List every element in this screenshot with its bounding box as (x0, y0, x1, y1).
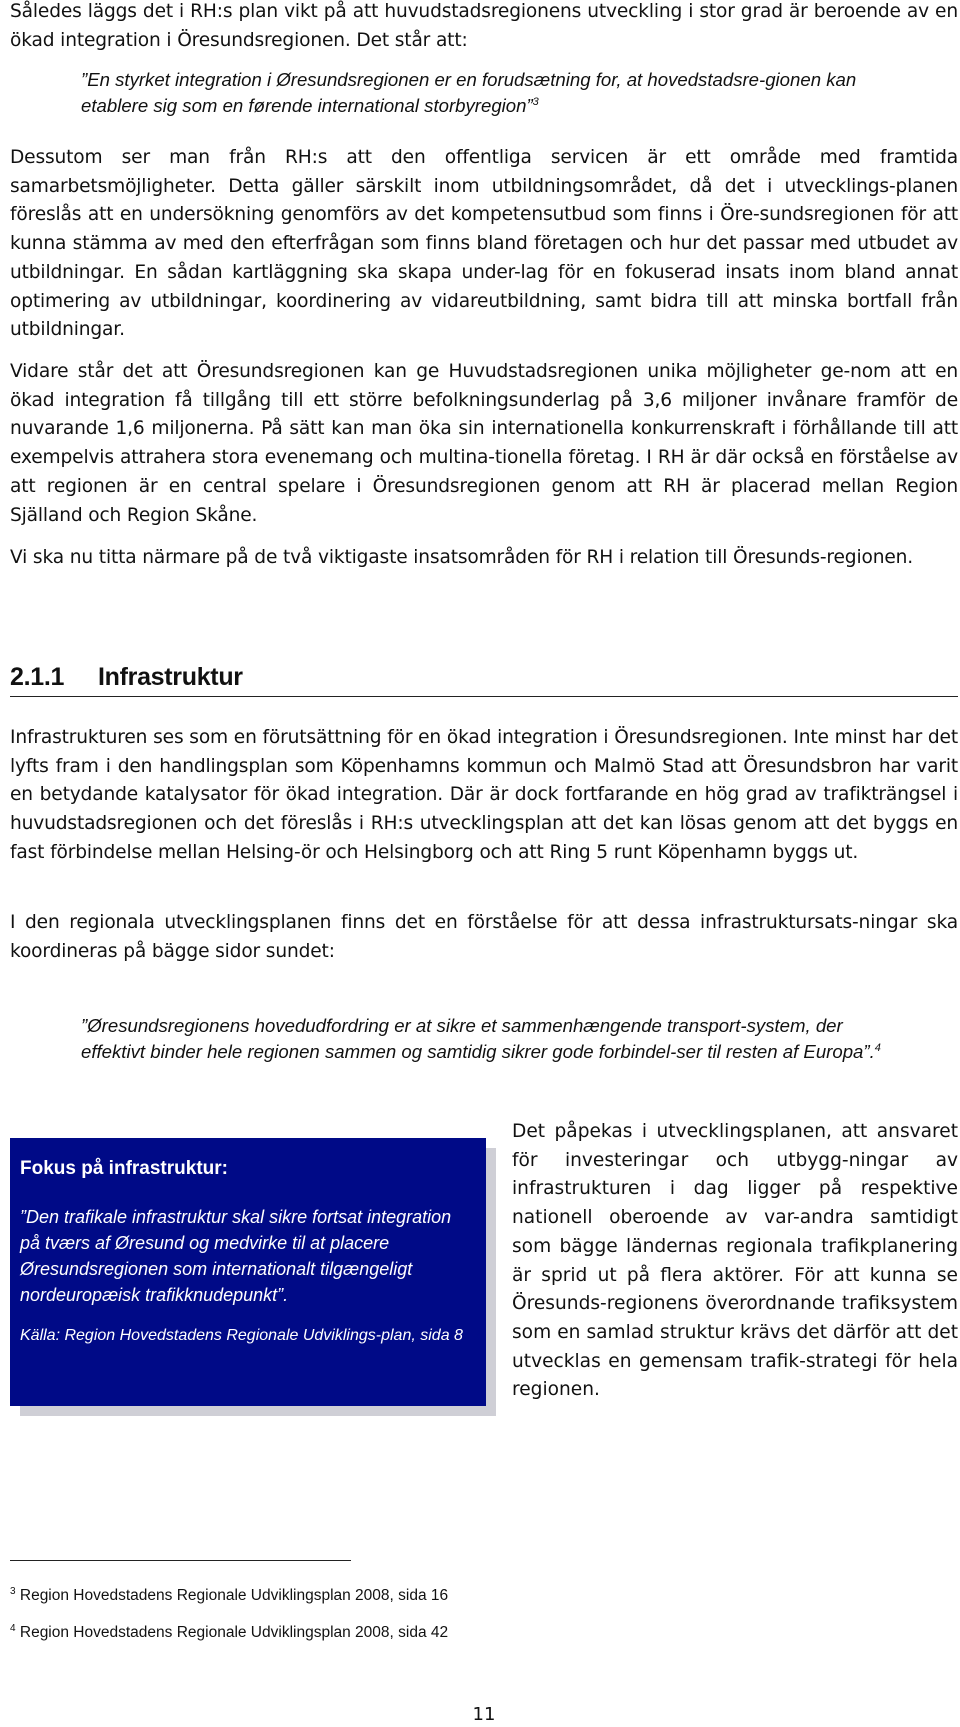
paragraph-coordination: I den regionala utvecklingsplanen finns det en förståelse för att dessa infrastruktursats-ningar ska koordineras på bägge sidor sundet: (10, 912, 958, 962)
footnote-3-text: Region Hovedstadens Regionale Udviklingsplan 2008, sida 16 (19, 1587, 449, 1605)
paragraph-population: Vidare står det att Öresundsregionen kan ge Huvudstadsregionen unika möjligheter ge-nom att en ökad integration få tillgång till ett större befolkningsunderlag på 3,6 miljoner invånare framför de nuvarande 1,6 miljonerna. På sätt kan man öka sin internationella konkurrenskraft i förhållande till att exempelvis attrahera stora evenemang och multina-tionella företag. I RH är där också en förståelse av att regionen är en central spelare i Öresundsregionen genom att RH är placerad mellan Region Själland och Region Skåne. (10, 361, 958, 526)
fact-box-quote: ”Den trafikale infrastruktur skal sikre fortsat integration på tværs af Øresund og medvirke til at placere Øresundsregionen som internationalt tilgængeligt nordeuropæisk trafikknudepunkt”. (20, 1207, 452, 1305)
footnote-4-text: Region Hovedstadens Regionale Udviklingsplan 2008, sida 42 (19, 1624, 449, 1642)
section-number: 2.1.1 (10, 663, 65, 691)
paragraph-infrastructure: Infrastrukturen ses som en förutsättning för en ökad integration i Öresundsregionen. Inte minst har det lyfts fram i den handlingsplan som Köpenhamns kommun och Malmö Stad att Öresundsbron har varit en betydande katalysator för ökad integration. Där är dock fortfarande en hög grad av trafikträngsel i huvudstadsregionen och det föreslås i RH:s utvecklingsplan att det kan lösas genom att det byggs en fast förbindelse mellan Helsing-ör och Helsingborg och att Ring 5 runt Köpenhamn byggs ut. (10, 727, 958, 863)
block-quote-1-text: ”En styrket integration i Øresundsregionen er en forudsætning for, at hovedstadsre-gionen kan etablere sig som en førende international storbyregion” (81, 69, 857, 116)
intro-paragraph: Således läggs det i RH:s plan vikt på att huvudstadsregionens utveckling i stor grad är beroende av en ökad integration i Öresundsregionen. Det står att: (10, 1, 958, 51)
section-heading (10, 663, 958, 692)
section-title: Infrastruktur (98, 663, 243, 691)
footnote-3-number: 3 (10, 1586, 16, 1597)
block-quote-2-text: ”Øresundsregionens hovedudfordring er at sikre et sammenhængende transport-system, der effektivt binder hele regionen sammen og samtidig sikrer gode forbindel-ser til resten af Europa”. (81, 1015, 875, 1062)
paragraph-next-focus: Vi ska nu titta närmare på de två viktigaste insatsområden för RH i relation till Öresunds-regionen. (10, 547, 914, 568)
fact-box (10, 1138, 486, 1406)
fact-box-title: Fokus på infrastruktur: (20, 1158, 228, 1179)
side-paragraph: Det påpekas i utvecklingsplanen, att ansvaret för investeringar och utbygg-ningar av infrastrukturen i dag ligger på respektive nationell oberoende av var-andra samtidigt som bägge ländernas regionala trafikplanering är sprid ut på flera aktörer. För att kunna se Öresunds-regionens överordnande trafiksystem som en samlad struktur krävs det därför att det utvecklas en gemensam trafik-strategi för hela regionen. (512, 1121, 958, 1401)
block-quote-2 (81, 1013, 891, 1065)
fact-box-source: Källa: Region Hovedstadens Regionale Udviklings-plan, sida 8 (20, 1327, 463, 1344)
footnote-separator (10, 1560, 351, 1561)
paragraph-public-service: Dessutom ser man från RH:s att den offentliga servicen är ett område med framtida samarbetsmöjligheter. Detta gäller särskilt inom utbildningsområdet, då det i utvecklings-planen föreslås att en undersökning genomförs av det kompetensutbud som finns i Öre-sundsregionen för att kunna stämma av med den efterfrågan som finns bland företagen och hur det passar med utbudet av utbildningar. En sådan kartläggning ska skapa under-lag för en fokuserad insats inom bland annat optimering av utbildningar, koordinering av vidareutbildning, samt bidra till att minska bortfall från utbildningar. (10, 147, 958, 341)
page-number: 11 (472, 1704, 496, 1725)
footnote-ref-3: 3 (532, 95, 539, 108)
footnote-ref-4: 4 (874, 1041, 881, 1054)
block-quote-1 (81, 67, 891, 119)
footnote-4-number: 4 (10, 1623, 16, 1634)
footnote-4 (10, 1623, 448, 1642)
document-page (10, 0, 958, 1727)
section-heading-rule (10, 696, 958, 697)
footnote-3 (10, 1586, 448, 1605)
